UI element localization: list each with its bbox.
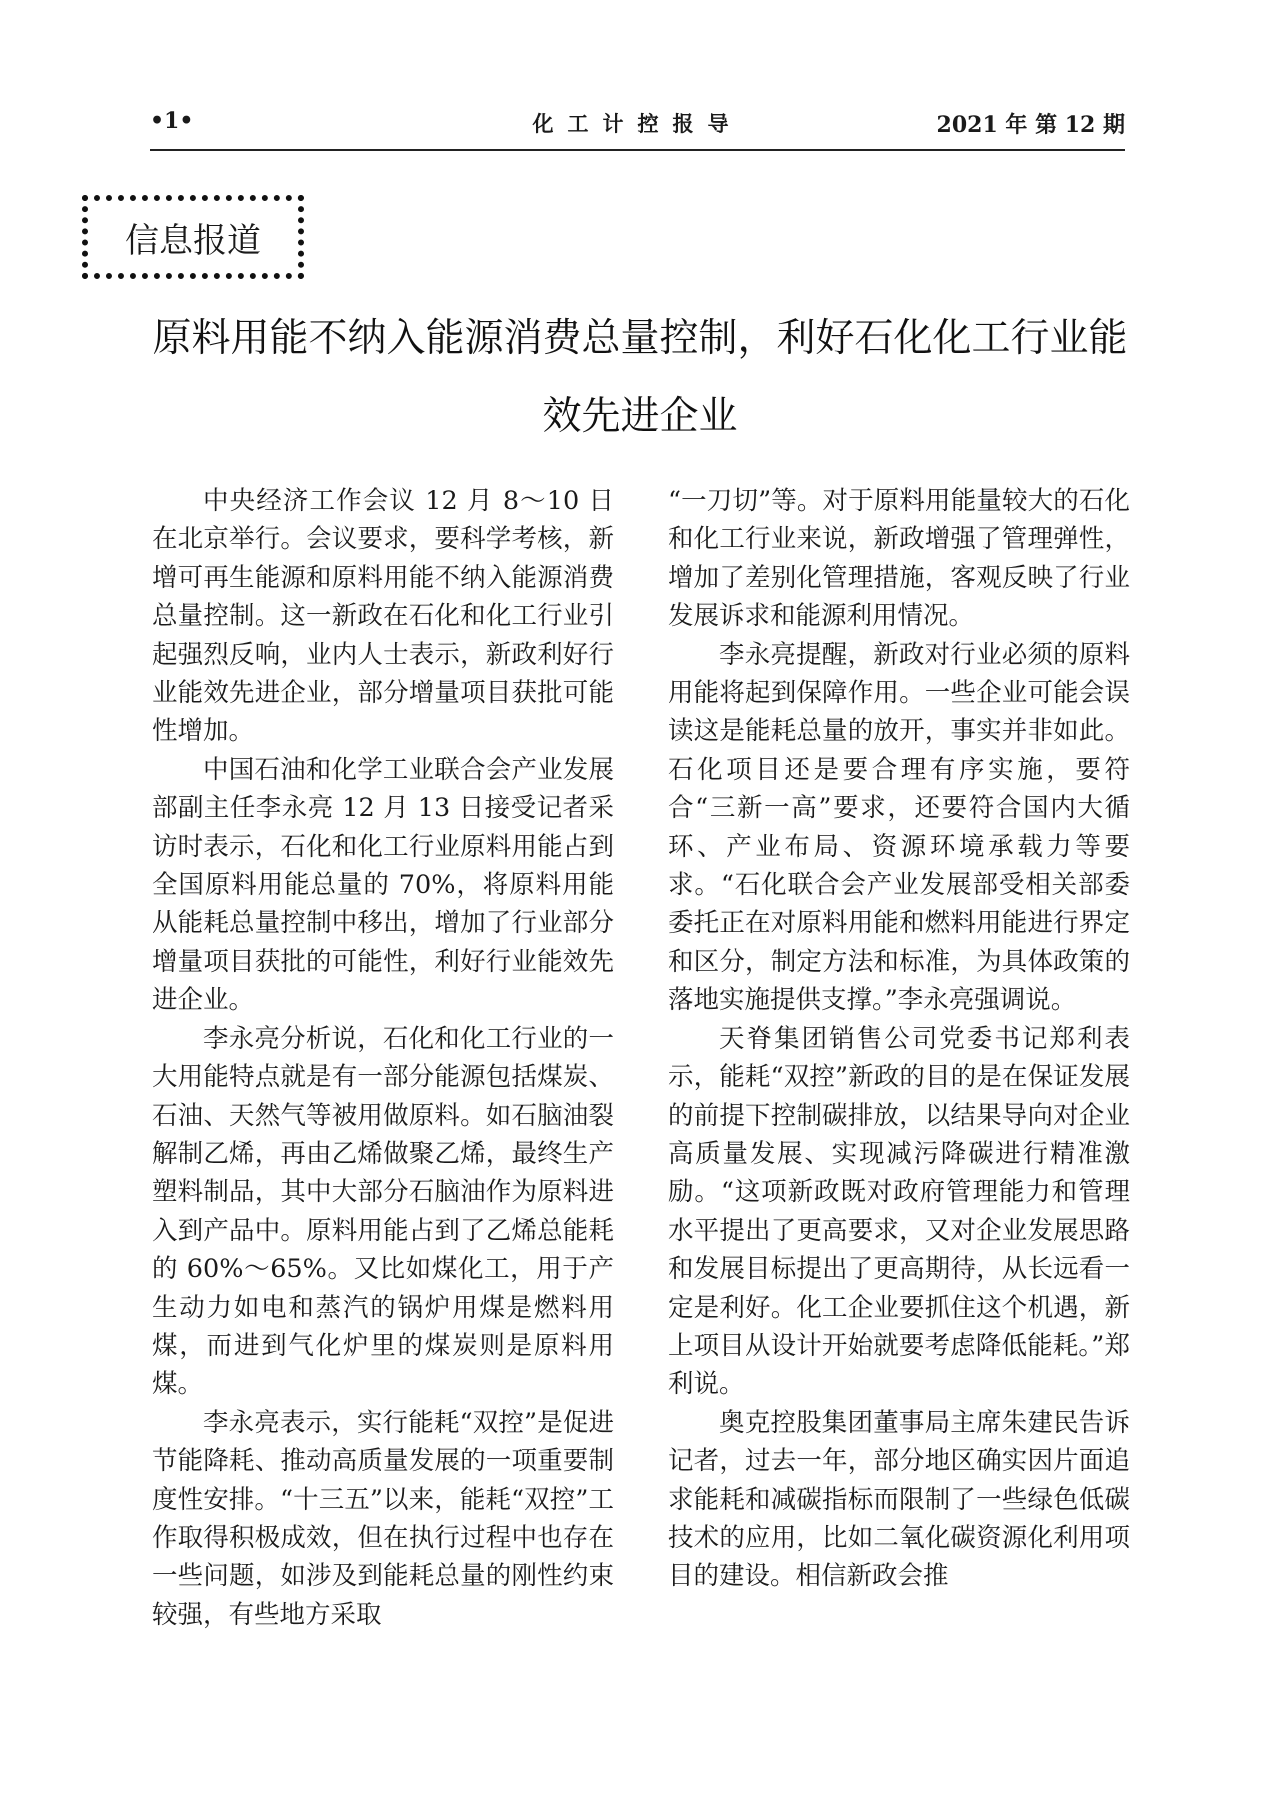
paragraph: 李永亮分析说，石化和化工行业的一大用能特点就是有一部分能源包括煤炭、石油、天然气等被用做原料。如石脑油裂解制乙烯，再由乙烯做聚乙烯，最终生产塑料制品，其中大部分石脑油作为原料进入到产品中。原料用能占到了乙烯总能耗的 60%～65%。又比如煤化工，用于产生动力如电和蒸汽的锅炉用煤是燃料用煤，而进到气化炉里的煤炭则是原料用煤。 (152, 1023, 614, 1400)
left-column (152, 482, 614, 1634)
issue-label: 2021 年 第 12 期 (936, 112, 1125, 138)
header-divider (150, 149, 1125, 151)
article-title: 原料用能不纳入能源消费总量控制，利好石化化工行业能效先进企业 (152, 316, 1128, 439)
journal-title: 化工计控报导 (532, 111, 743, 136)
paragraph-continuation: “一刀切”等。对于原料用能量较大的石化和化工行业来说，新政增强了管理弹性，增加了差别化管理措施，客观反映了行业发展诉求和能源利用情况。 (668, 486, 1130, 632)
paragraph: 李永亮表示，实行能耗“双控”是促进节能降耗、推动高质量发展的一项重要制度性安排。“十三五”以来，能耗“双控”工作取得积极成效，但在执行过程中也存在一些问题，如涉及到能耗总量的刚性约束较强，有些地方采取 (152, 1407, 614, 1630)
paragraph: 天脊集团销售公司党委书记郑利表示，能耗“双控”新政的目的是在保证发展的前提下控制碳排放，以结果导向对企业高质量发展、实现减污降碳进行精准激励。“这项新政既对政府管理能力和管理水平提出了更高要求，又对企业发展思路和发展目标提出了更高期待，从长远看一定是利好。化工企业要抓住这个机遇，新上项目从设计开始就要考虑降低能耗。”郑利说。 (668, 1023, 1130, 1400)
section-tag: 信息报道 (82, 195, 304, 279)
paragraph: 奥克控股集团董事局主席朱建民告诉记者，过去一年，部分地区确实因片面追求能耗和减碳指标而限制了一些绿色低碳技术的应用，比如二氧化碳资源化利用项目的建设。相信新政会推 (668, 1407, 1130, 1592)
running-header (150, 102, 1125, 142)
right-column (668, 482, 1130, 1596)
paragraph: 李永亮提醒，新政对行业必须的原料用能将起到保障作用。一些企业可能会误读这是能耗总量的放开，事实并非如此。石化项目还是要合理有序实施，要符合“三新一高”要求，还要符合国内大循环、产业布局、资源环境承载力等要求。“石化联合会产业发展部受相关部委委托正在对原料用能和燃料用能进行界定和区分，制定方法和标准，为具体政策的落地实施提供支撑。”李永亮强调说。 (668, 639, 1130, 1016)
paragraph: 中国石油和化学工业联合会产业发展部副主任李永亮 12 月 13 日接受记者采访时表示，石化和化工行业原料用能占到全国原料用能总量的 70%，将原料用能从能耗总量控制中移出，增加了行业部分增量项目获批的可能性，利好行业能效先进企业。 (152, 754, 614, 1016)
paragraph: 中央经济工作会议 12 月 8～10 日在北京举行。会议要求，要科学考核，新增可再生能源和原料用能不纳入能源消费总量控制。这一新政在石化和化工行业引起强烈反响，业内人士表示，新政利好行业能效先进企业，部分增量项目获批可能性增加。 (152, 486, 614, 747)
page-number: •1• (150, 108, 194, 134)
